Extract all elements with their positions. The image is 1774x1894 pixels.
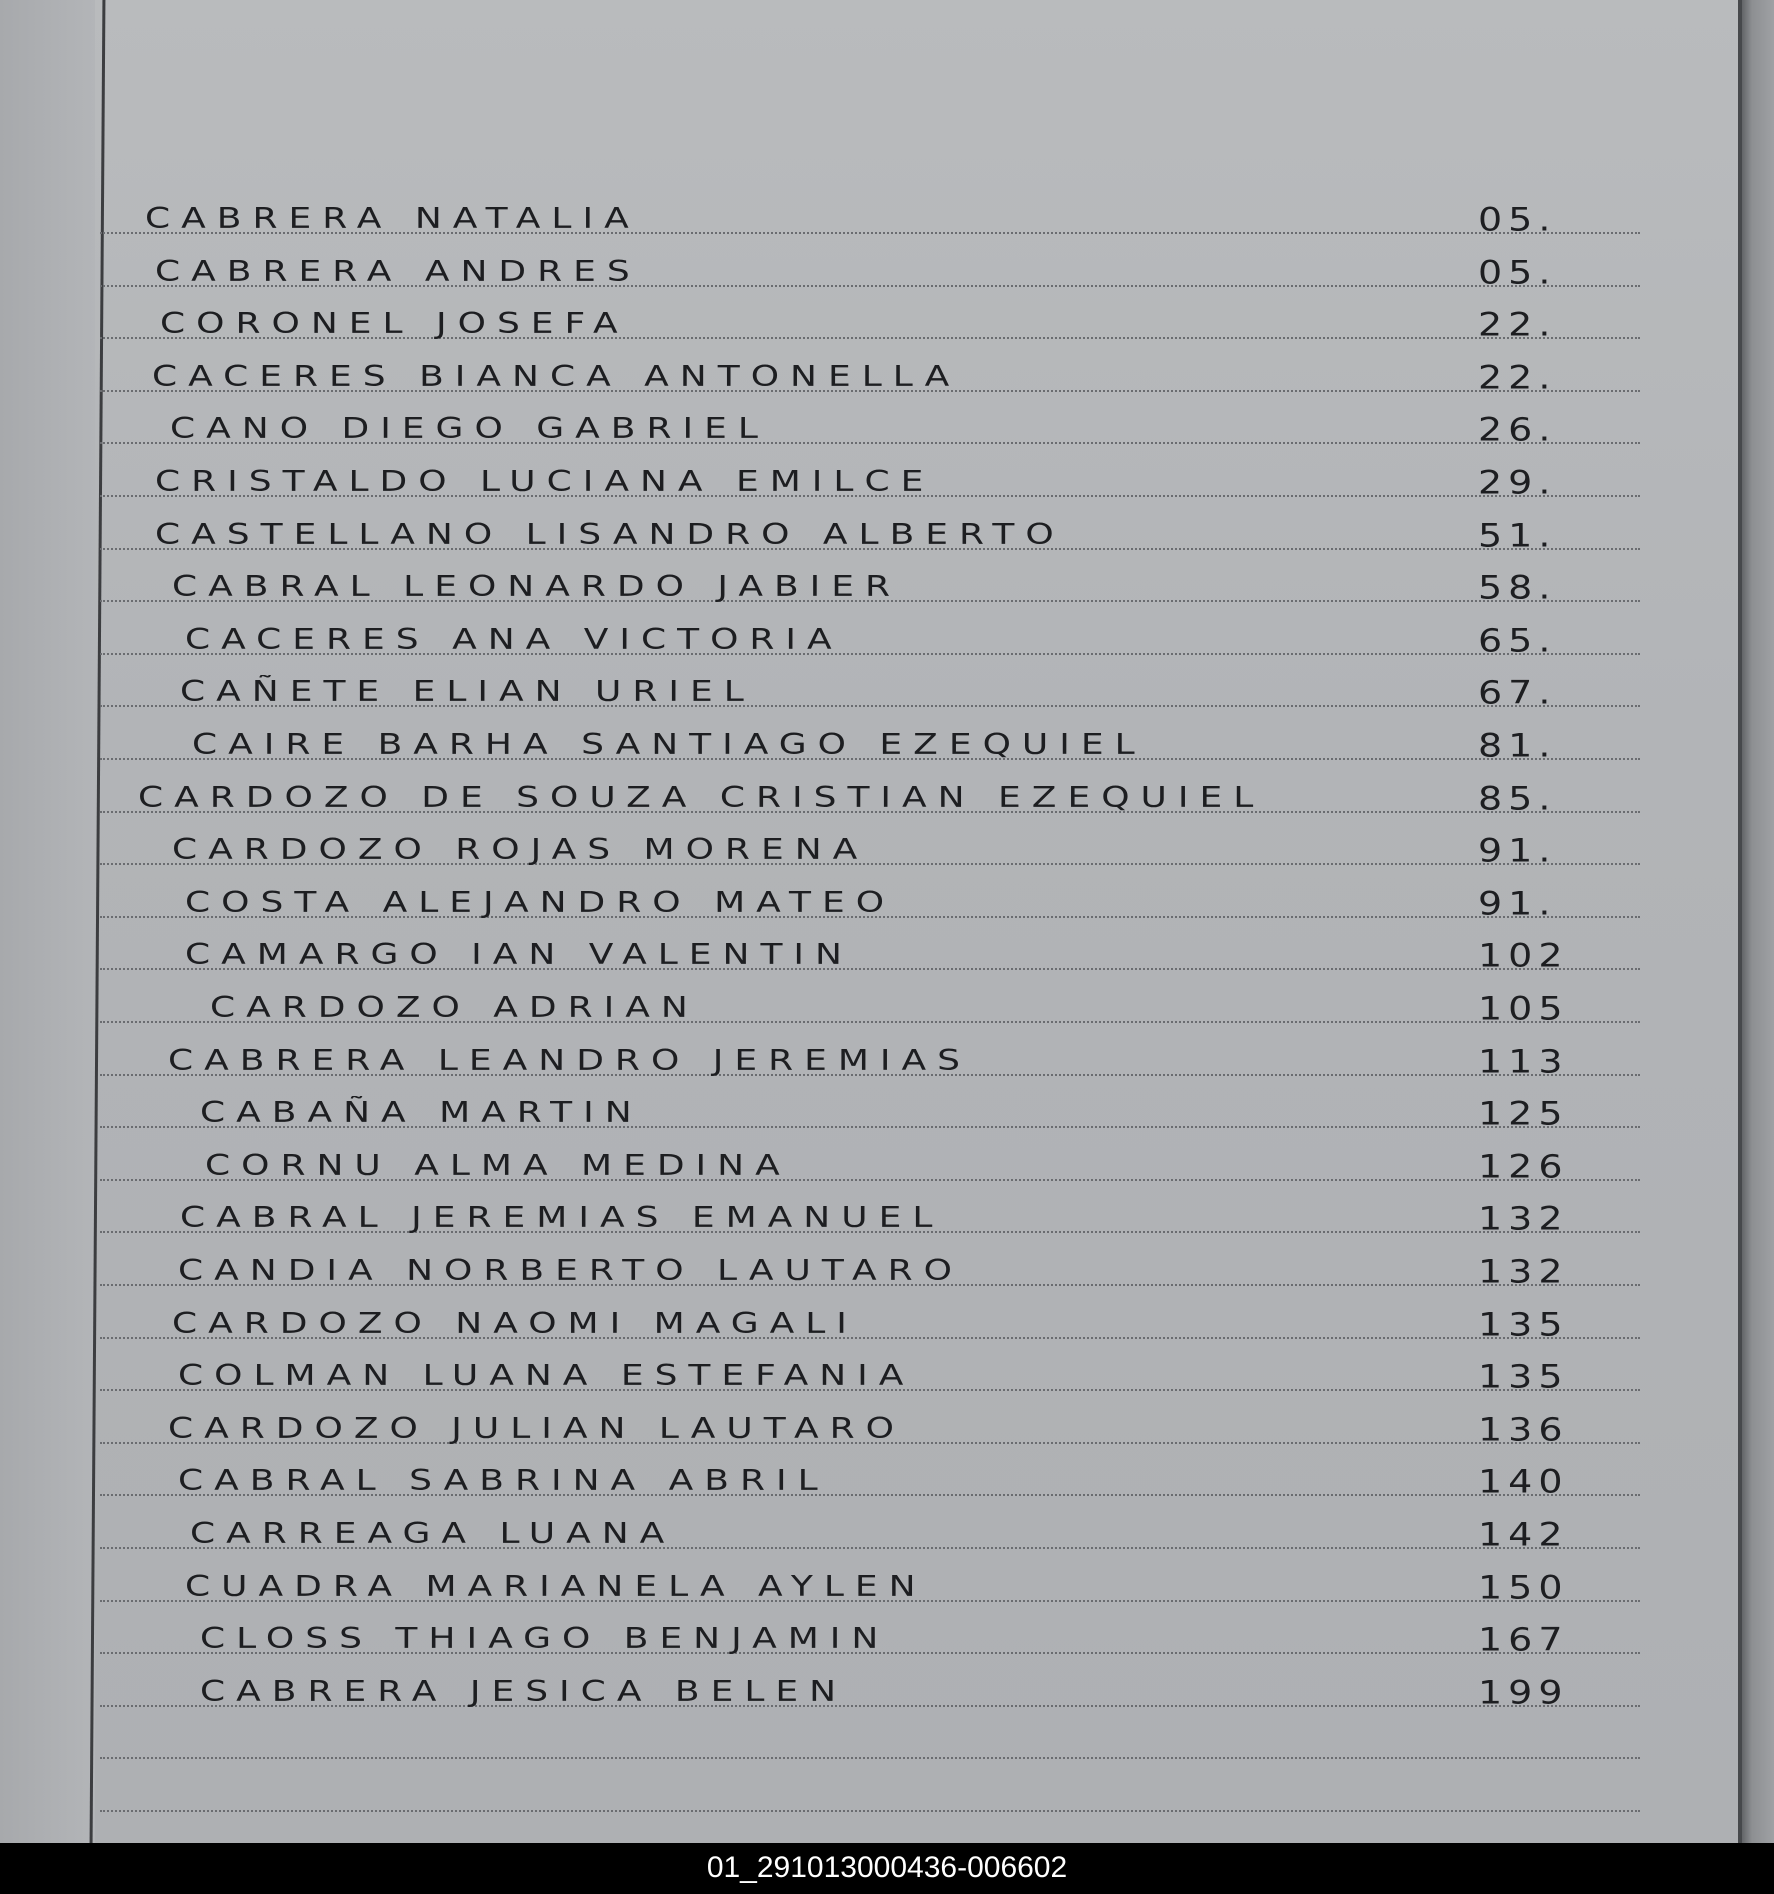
list-row [0, 1189, 1740, 1241]
list-row [0, 769, 1740, 821]
entry-number: 05. [1478, 200, 1557, 238]
entry-name: CANO DIEGO GABRIEL [170, 413, 769, 446]
list-row [0, 400, 1740, 452]
entry-name: CAÑETE ELIAN URIEL [180, 676, 755, 709]
entry-number: 132 [1478, 1199, 1569, 1238]
list-row [0, 1558, 1740, 1610]
entry-name: CABRERA ANDRES [155, 255, 641, 288]
entry-number: 113 [1478, 1042, 1569, 1080]
list-row [0, 1032, 1740, 1084]
list-row [0, 348, 1740, 400]
entry-name: COLMAN LUANA ESTEFANIA [178, 1360, 915, 1393]
entry-number: 58. [1478, 568, 1557, 607]
list-row [0, 1084, 1740, 1136]
list-row [0, 1505, 1740, 1557]
list-row [0, 1610, 1740, 1662]
entry-number: 140 [1478, 1462, 1569, 1501]
entry-number: 150 [1478, 1568, 1569, 1606]
entry-name: CARDOZO NAOMI MAGALI [172, 1307, 858, 1340]
entry-number: 26. [1478, 410, 1557, 449]
list-row [0, 453, 1740, 505]
ruled-line [100, 1810, 1640, 1812]
list-row [0, 663, 1740, 715]
entry-number: 22. [1478, 358, 1557, 396]
entry-name: CABRAL SABRINA ABRIL [178, 1465, 829, 1498]
page-right-edge [1740, 0, 1774, 1843]
list-row [0, 979, 1740, 1031]
entry-number: 136 [1478, 1410, 1569, 1448]
entry-name: COSTA ALEJANDRO MATEO [185, 886, 896, 919]
list-row [0, 1347, 1740, 1399]
entry-name: CASTELLANO LISANDRO ALBERTO [155, 518, 1065, 551]
entry-number: 67. [1478, 673, 1557, 712]
entry-name: CABRERA JESICA BELEN [200, 1675, 848, 1708]
entry-name: CABRAL JEREMIAS EMANUEL [180, 1202, 944, 1235]
entry-number: 126 [1478, 1147, 1569, 1185]
ruled-line [100, 1757, 1640, 1759]
entry-number: 85. [1478, 779, 1557, 817]
list-row [0, 243, 1740, 295]
list-row [0, 1663, 1740, 1715]
entry-name: CABAÑA MARTIN [200, 1097, 643, 1130]
image-caption: 01_291013000436-006602 [706, 1851, 1068, 1884]
list-row [0, 558, 1740, 610]
entry-number: 29. [1478, 463, 1557, 501]
entry-name: CUADRA MARIANELA AYLEN [185, 1570, 927, 1603]
entry-number: 135 [1478, 1357, 1569, 1396]
entry-name: CABRERA NATALIA [145, 203, 640, 235]
entry-number: 91. [1478, 831, 1557, 870]
entry-number: 135 [1478, 1305, 1569, 1343]
entry-name: CAIRE BARHA SANTIAGO EZEQUIEL [192, 729, 1146, 761]
entry-name: CABRERA LEANDRO JEREMIAS [168, 1044, 971, 1077]
entry-name: CANDIA NORBERTO LAUTARO [178, 1255, 964, 1287]
list-row [0, 1400, 1740, 1452]
list-row [0, 190, 1740, 242]
entry-name: CAMARGO IAN VALENTIN [185, 939, 853, 972]
entry-number: 199 [1478, 1673, 1569, 1711]
entry-name: CORNU ALMA MEDINA [205, 1149, 791, 1182]
entry-name: CRISTALDO LUCIANA EMILCE [155, 466, 935, 498]
list-row [0, 1295, 1740, 1347]
list-row [0, 821, 1740, 873]
entry-number: 102 [1478, 936, 1569, 975]
caption-bar [0, 1843, 1774, 1894]
list-row [0, 874, 1740, 926]
entry-name: CARREAGA LUANA [190, 1518, 676, 1550]
entry-number: 142 [1478, 1515, 1569, 1553]
list-row [0, 1452, 1740, 1504]
entry-name: CORONEL JOSEFA [160, 308, 629, 341]
entry-name: CARDOZO ADRIAN [210, 992, 699, 1024]
list-row [0, 926, 1740, 978]
entry-number: 22. [1478, 305, 1557, 344]
entry-name: CARDOZO JULIAN LAUTARO [168, 1412, 905, 1445]
entry-number: 91. [1478, 884, 1557, 922]
entry-number: 132 [1478, 1252, 1569, 1290]
entry-number: 167 [1478, 1620, 1569, 1659]
entry-number: 105 [1478, 989, 1569, 1027]
entry-number: 81. [1478, 726, 1557, 764]
list-row [0, 295, 1740, 347]
list-row [0, 506, 1740, 558]
entry-name: CARDOZO ROJAS MORENA [172, 834, 869, 867]
list-row [0, 1137, 1740, 1189]
list-row [0, 611, 1740, 663]
entry-name: CACERES ANA VICTORIA [185, 623, 843, 656]
entry-number: 125 [1478, 1094, 1569, 1133]
entry-name: CACERES BIANCA ANTONELLA [152, 360, 961, 393]
list-row [0, 1242, 1740, 1294]
entry-name: CABRAL LEONARDO JABIER [172, 571, 902, 604]
entry-number: 05. [1478, 253, 1557, 291]
list-row [0, 716, 1740, 768]
entry-name: CLOSS THIAGO BENJAMIN [200, 1623, 890, 1656]
entry-number: 65. [1478, 621, 1557, 659]
entry-number: 51. [1478, 516, 1557, 554]
entry-name: CARDOZO DE SOUZA CRISTIAN EZEQUIEL [138, 781, 1265, 814]
